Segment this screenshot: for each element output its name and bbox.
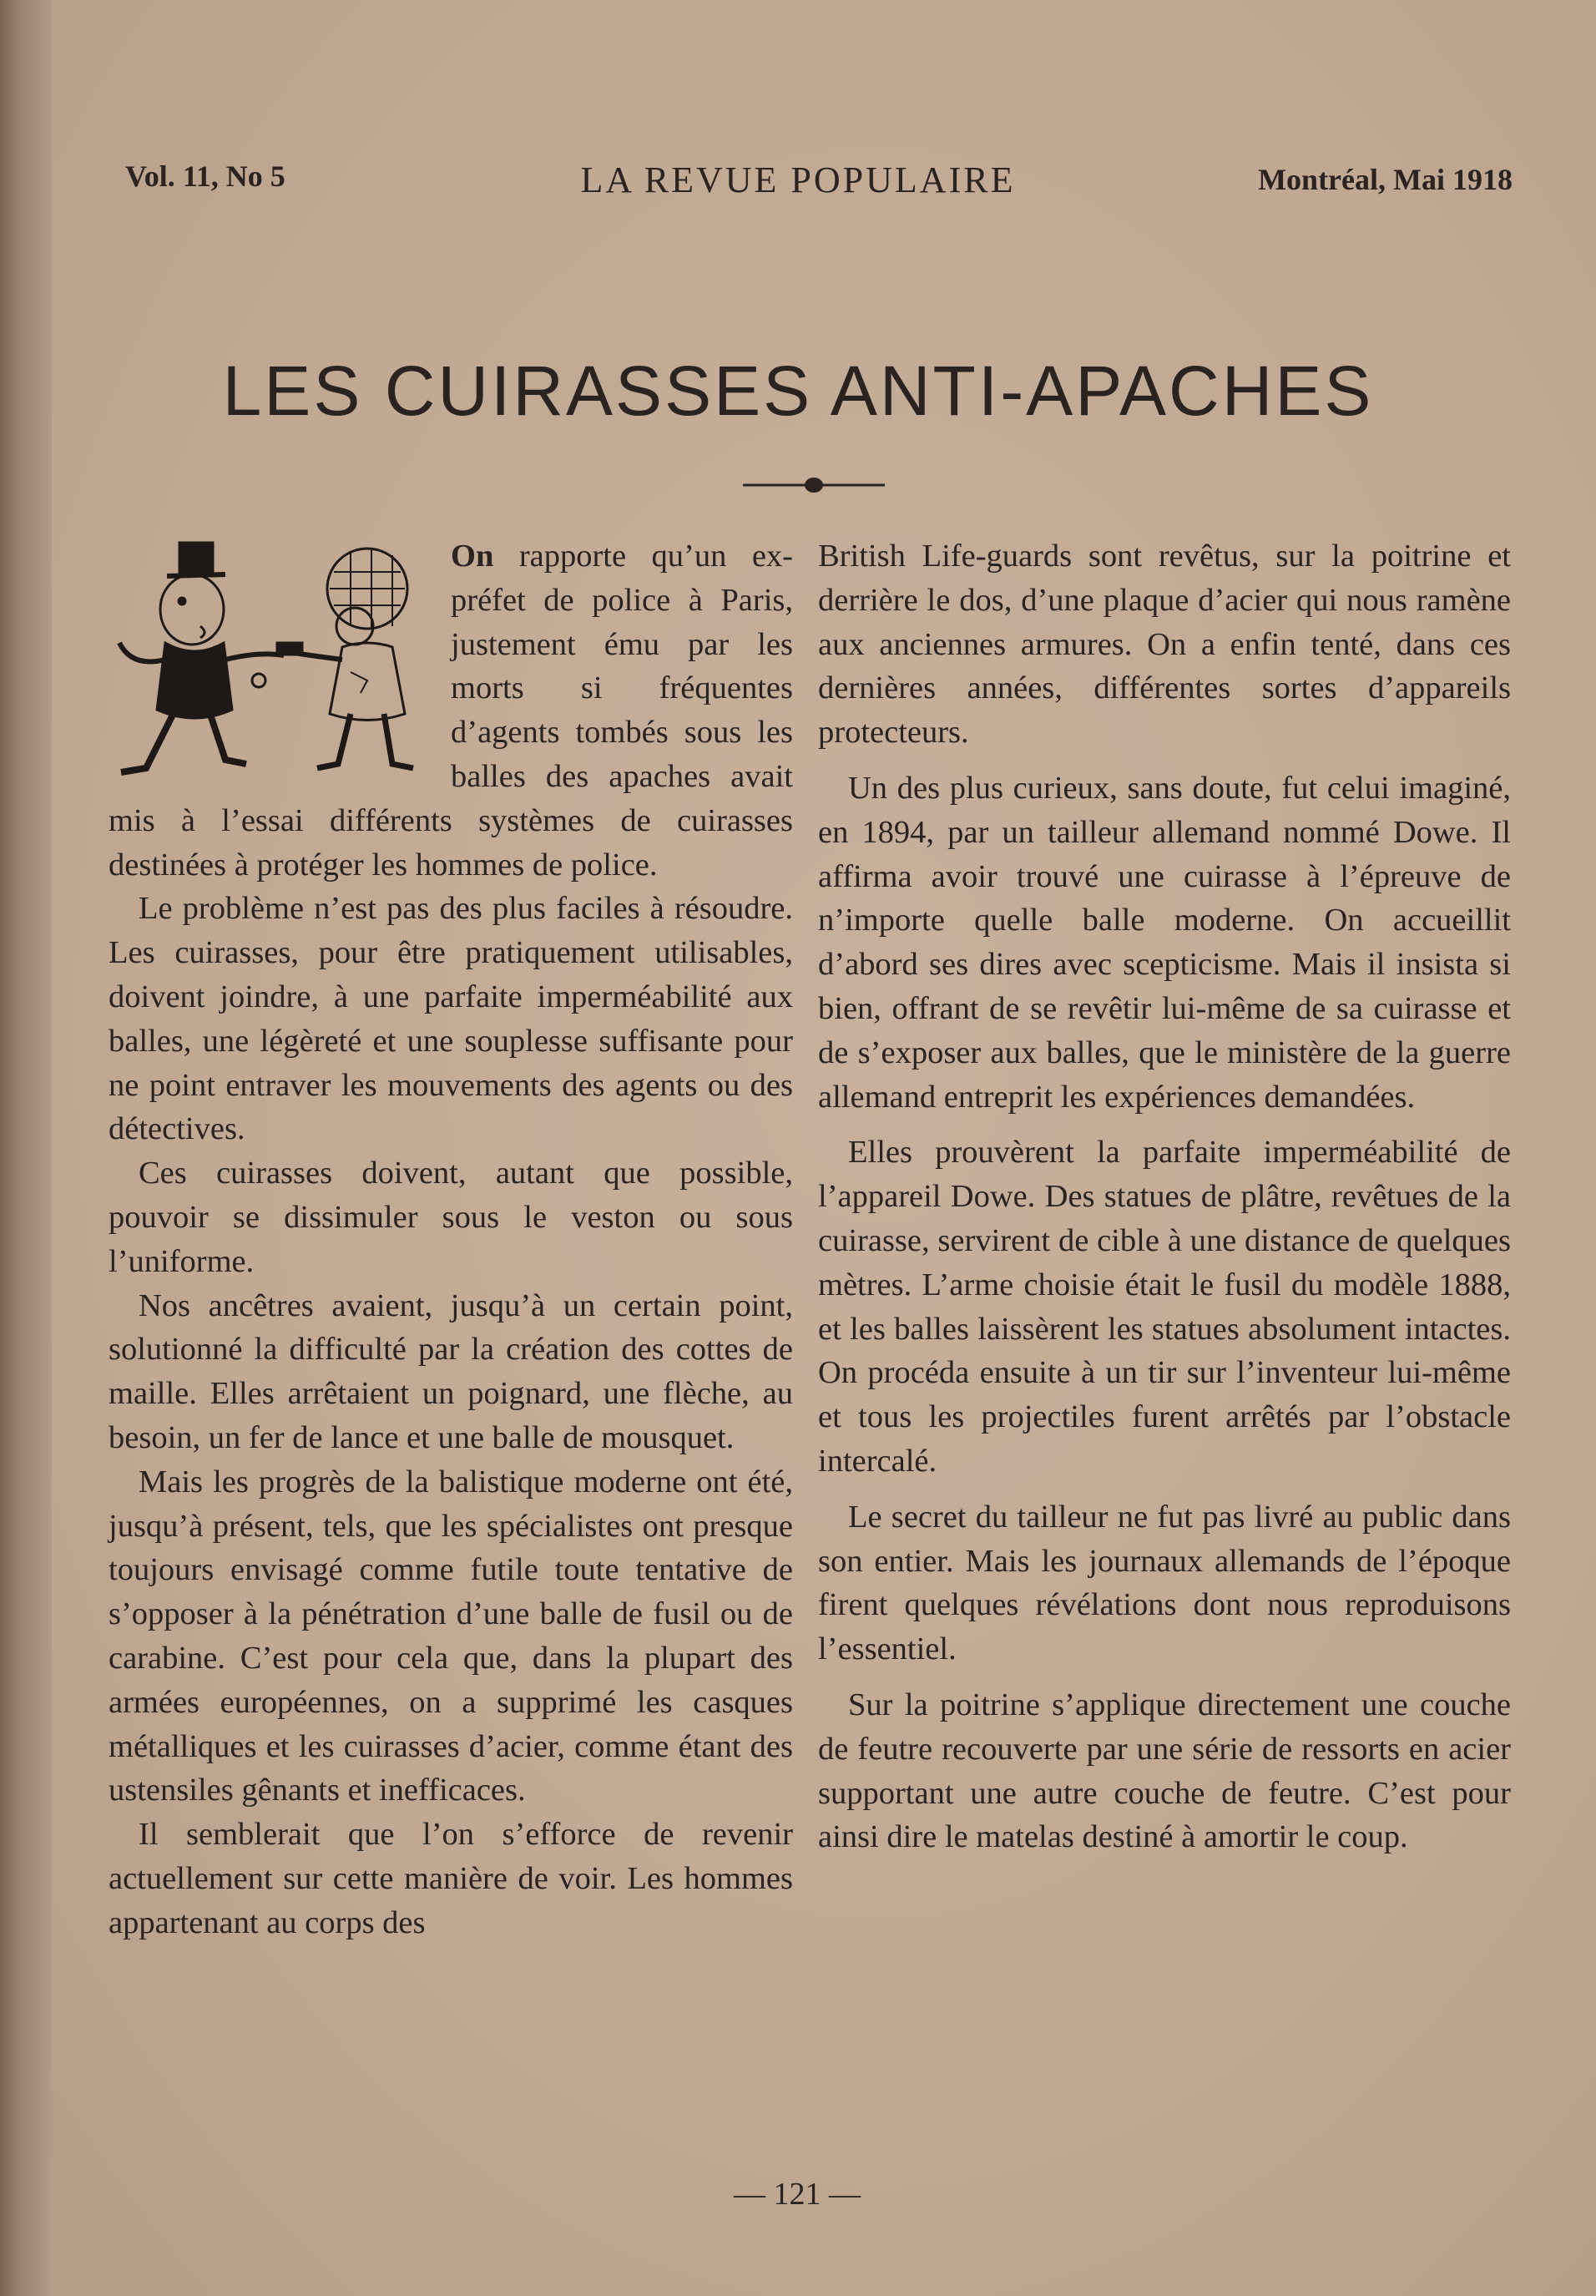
title-ornament (743, 473, 885, 498)
place-date: Montréal, Mai 1918 (1258, 163, 1513, 196)
paragraph-5: Il semblerait que l’on s’efforce de revenir actuellement sur cette manière de voir. Les hommes appartenant au corps des (109, 1817, 793, 1940)
volume-number: Vol. 11, No 5 (125, 159, 285, 193)
right-column (818, 534, 1511, 1859)
paragraph-6: Un des plus curieux, sans doute, fut celui imaginé, en 1894, par un tailleur allemand nommé Dowe. Il affirma avoir trouvé une cuirasse à l’épreuve de n’importe quelle balle moderne. On accueillit d’abord ses dires avec scepticisme. Mais il insista si bien, offrant de se revêtir lui-même de sa cuirasse et de s’exposer aux balles, que le ministère de la guerre allemand entreprit les expériences demandées. (818, 770, 1511, 1115)
paragraph-1: Le problème n’est pas des plus faciles à résoudre. Les cuirasses, pour être pratiquement utilisables, doivent joindre, à une parfaite imperméabilité aux balles, une légèreté et une souplesse suffisante pour ne point entraver les mouvements des agents ou des détectives. (109, 891, 793, 1147)
cartoon-police-apache-illustration (100, 534, 442, 785)
paragraph-4: Mais les progrès de la balistique moderne ont été, jusqu’à présent, tels, que les spécialistes ont presque toujours envisagé comme futile toute tentative de s’opposer à la pénétration d’une balle de fusil ou de carabine. C’est pour cela que, dans la plupart des armées européennes, on a supprimé les casques métalliques et les cuirasses d’acier, comme étant des ustensiles gênants et inefficaces. (109, 1464, 793, 1808)
lead-initial: On (451, 539, 494, 574)
paragraph-8: Le secret du tailleur ne fut pas livré au public dans son entier. Mais les journaux allemands de l’époque firent quelques révélations dont nous reproduisons l’essentiel. (818, 1499, 1511, 1667)
article-title: LES CUIRASSES ANTI-APACHES (222, 351, 1374, 430)
page-number: — 121 — (734, 2177, 861, 2212)
left-column (109, 534, 793, 1945)
journal-title: LA REVUE POPULAIRE (580, 159, 1016, 200)
paragraph-2: Ces cuirasses doivent, autant que possible, pouvoir se dissimuler sous le veston ou sous l’uniforme. (109, 1156, 793, 1279)
continuation-paragraph: British Life-guards sont revêtus, sur la poitrine et derrière le dos, d’une plaque d’acier qui nous ramène aux anciennes armures. On a enfin tenté, dans ces dernières années, différentes sortes d’appareils protecteurs. (818, 539, 1511, 751)
paragraph-9: Sur la poitrine s’applique directement une couche de feutre recouverte par une série de ressorts en acier supportant une autre couche de feutre. C’est pour ainsi dire le matelas destiné à amortir le coup. (818, 1687, 1511, 1855)
running-header (0, 159, 1596, 217)
binding-edge (0, 0, 52, 2296)
paragraph-7: Elles prouvèrent la parfaite imperméabilité de l’appareil Dowe. Des statues de plâtre, revêtues de la cuirasse, servirent de cible à une distance de quelques mètres. L’arme choisie était le fusil du modèle 1888, et les balles laissèrent les statues absolument intactes. On procéda ensuite à un tir sur l’inventeur lui-même et tous les projectiles furent arrêtés par l’obstacle intercalé. (818, 1135, 1511, 1479)
paragraph-3: Nos ancêtres avaient, jusqu’à un certain point, solutionné la difficulté par la création des cottes de maille. Elles arrêtaient un poignard, une flèche, au besoin, un fer de lance et une balle de mousquet. (109, 1287, 793, 1455)
lead-text: rapporte qu’un ex-préfet de police à Paris, justement ému par les morts si fréquentes d’agents tombés sous les balles des apaches avait mis à l’essai différents systèmes de cuirasses destinées à protéger les hommes de police. (109, 539, 793, 882)
